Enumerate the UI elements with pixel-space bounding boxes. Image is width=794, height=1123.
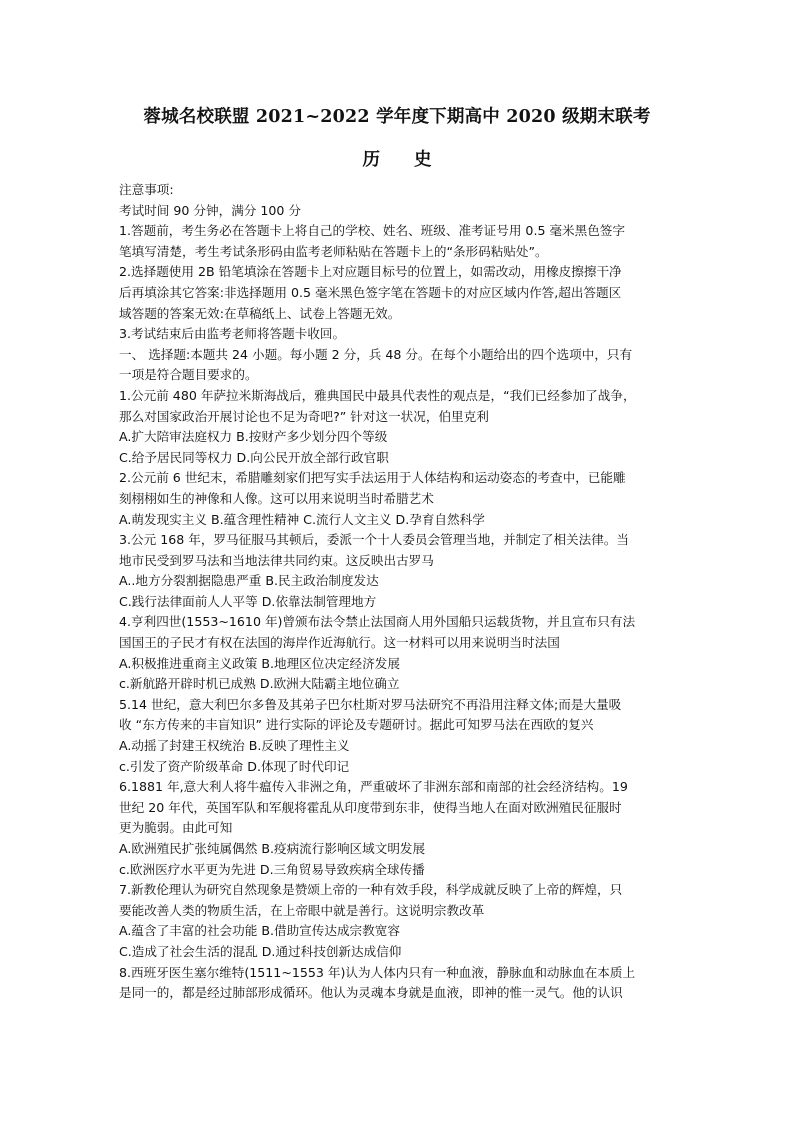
question-stem: 1.公元前 480 年萨拉米斯海战后，雅典国民中最具代表性的观点是，“我们已经参加了战争，	[119, 387, 636, 403]
question-stem: 刻栩栩如生的神像和人像。这可以用来说明当时希腊艺术	[119, 490, 434, 506]
question-stem: 4.亨利四世(1553~1610 年)曾颁布法令禁止法国商人用外国船只运载货物，并且宣布只有法	[119, 614, 636, 630]
question-stem: 世纪 20 年代，英国军队和军舰将霍乱从印度带到东非，使得当地人在面对欧洲殖民征服时	[119, 799, 622, 815]
question-stem: 收 “东方传来的丰盲知识” 进行实际的评论及专题研讨。据此可知罗马法在西欧的复兴	[119, 717, 594, 733]
question-stem: 7.新教伦理认为研究自然现象是赞颂上帝的一种有效手段，科学成就反映了上帝的辉煌，只	[119, 882, 623, 898]
question-options: C.践行法律面前人人平等 D.依靠法制管理地方	[119, 593, 377, 609]
instruction-line: 后再填涂其它答案:非选择题用 0.5 毫米黑色签字笔在答题卡的对应区域内作答,超出答题区	[119, 284, 622, 300]
notice-heading: 注意事项:	[119, 182, 174, 197]
question-stem: 更为脆弱。由此可知	[119, 820, 233, 836]
question-stem: 国国王的子民才有权在法国的海岸作近海航行。这一材料可以用来说明当时法国	[119, 635, 560, 651]
instruction-line: 3.考试结束后由监考老师将答题卡收回。	[119, 326, 346, 342]
question-options: A.扩大陪审法庭权力 B.按财产多少划分四个等级	[119, 429, 388, 445]
question-options: c.欧洲医疗水平更为先进 D.三角贸易导致疾病全球传播	[119, 861, 425, 877]
question-stem: 6.1881 年,意大利人将牛瘟传入非洲之角，严重破坏了非洲东部和南部的社会经济结构。19	[119, 779, 628, 795]
instruction-line: 1.答题前，考生务必在答题卡上将自己的学校、姓名、班级、准考证号用 0.5 毫米黑色签字	[119, 223, 626, 239]
section-heading: 一、 选择题:本题共 24 小题。每小题 2 分，兵 48 分。在每个小题给出的四个选项中，只有	[119, 346, 633, 362]
question-options: A..地方分裂割据隐患严重 B.民主政治制度发达	[119, 573, 379, 589]
subject-heading: 历 史	[362, 150, 446, 170]
question-stem: 2.公元前 6 世纪末，希腊雕刻家们把写实手法运用于人体结构和运动姿态的考查中，已能雕	[119, 470, 626, 486]
question-options: A.动摇了封建王权统治 B.反映了理性主义	[119, 738, 350, 754]
question-options: c.引发了资产阶级革命 D.体现了时代印记	[119, 758, 350, 774]
instruction-line: 笔填写清楚，考生考试条形码由监考老师粘贴在答题卡上的“条形码粘贴处”。	[119, 243, 548, 259]
question-stem: 5.14 世纪，意大利巴尔多鲁及其弟子巴尔杜斯对罗马法研究不再沿用注释文体;而是大量吸	[119, 696, 622, 712]
question-options: A.萌发现实主义 B.蕴含理性精神 C.流行人文主义 D.孕育自然科学	[119, 511, 485, 527]
instruction-line: 2.选择题使用 2B 铅笔填涂在答题卡上对应题目标号的位置上，如需改动，用橡皮擦擦干净	[119, 264, 622, 280]
question-stem: 那么对国家政治开展讨论也不足为奇吧?” 针对这一状况，伯里克利	[119, 408, 489, 424]
exam-body	[119, 180, 679, 1004]
question-stem: 地市民受到罗马法和当地法律共同约束。这反映出古罗马	[119, 552, 434, 568]
question-options: c.新航路开辟时机已成熟 D.欧洲大陆霸主地位确立	[119, 676, 400, 692]
exam-title: 蓉城名校联盟 2021~2022 学年度下期高中 2020 级期末联考	[143, 107, 651, 127]
exam-time-line: 考试时间 90 分钟，满分 100 分	[119, 202, 302, 218]
question-options: A.蕴含了丰富的社会功能 B.借助宣传达成宗教宽容	[119, 923, 400, 939]
question-stem: 要能改善人类的物质生活，在上帝眼中就是善行。这说明宗教改革	[119, 902, 485, 918]
question-stem: 8.西班牙医生塞尔维特(1511~1553 年)认为人体内只有一种血液，静脉血和动脉血在本质上	[119, 964, 636, 980]
question-stem: 是同一的，都是经过肺部形成循环。他认为灵魂本身就是血液，即神的惟一灵气。他的认识	[119, 985, 623, 1001]
instruction-line: 域答题的答案无效:在草稿纸上、试卷上答题无效。	[119, 305, 401, 321]
question-options: A.欧洲殖民扩张纯属偶然 B.疫病流行影响区域文明发展	[119, 841, 426, 856]
section-heading: 一项是符合题目要求的。	[119, 367, 258, 383]
question-options: C.造成了社会生活的混乱 D.通过科技创新达成信仰	[119, 943, 402, 959]
question-options: A.积极推进重商主义政策 B.地理区位决定经济发展	[119, 655, 400, 671]
question-options: C.给予居民同等权力 D.向公民开放全部行政官职	[119, 449, 389, 465]
question-stem: 3.公元 168 年，罗马征服马其顿后，委派一个十人委员会管理当地，并制定了相关法律。当	[119, 532, 630, 548]
